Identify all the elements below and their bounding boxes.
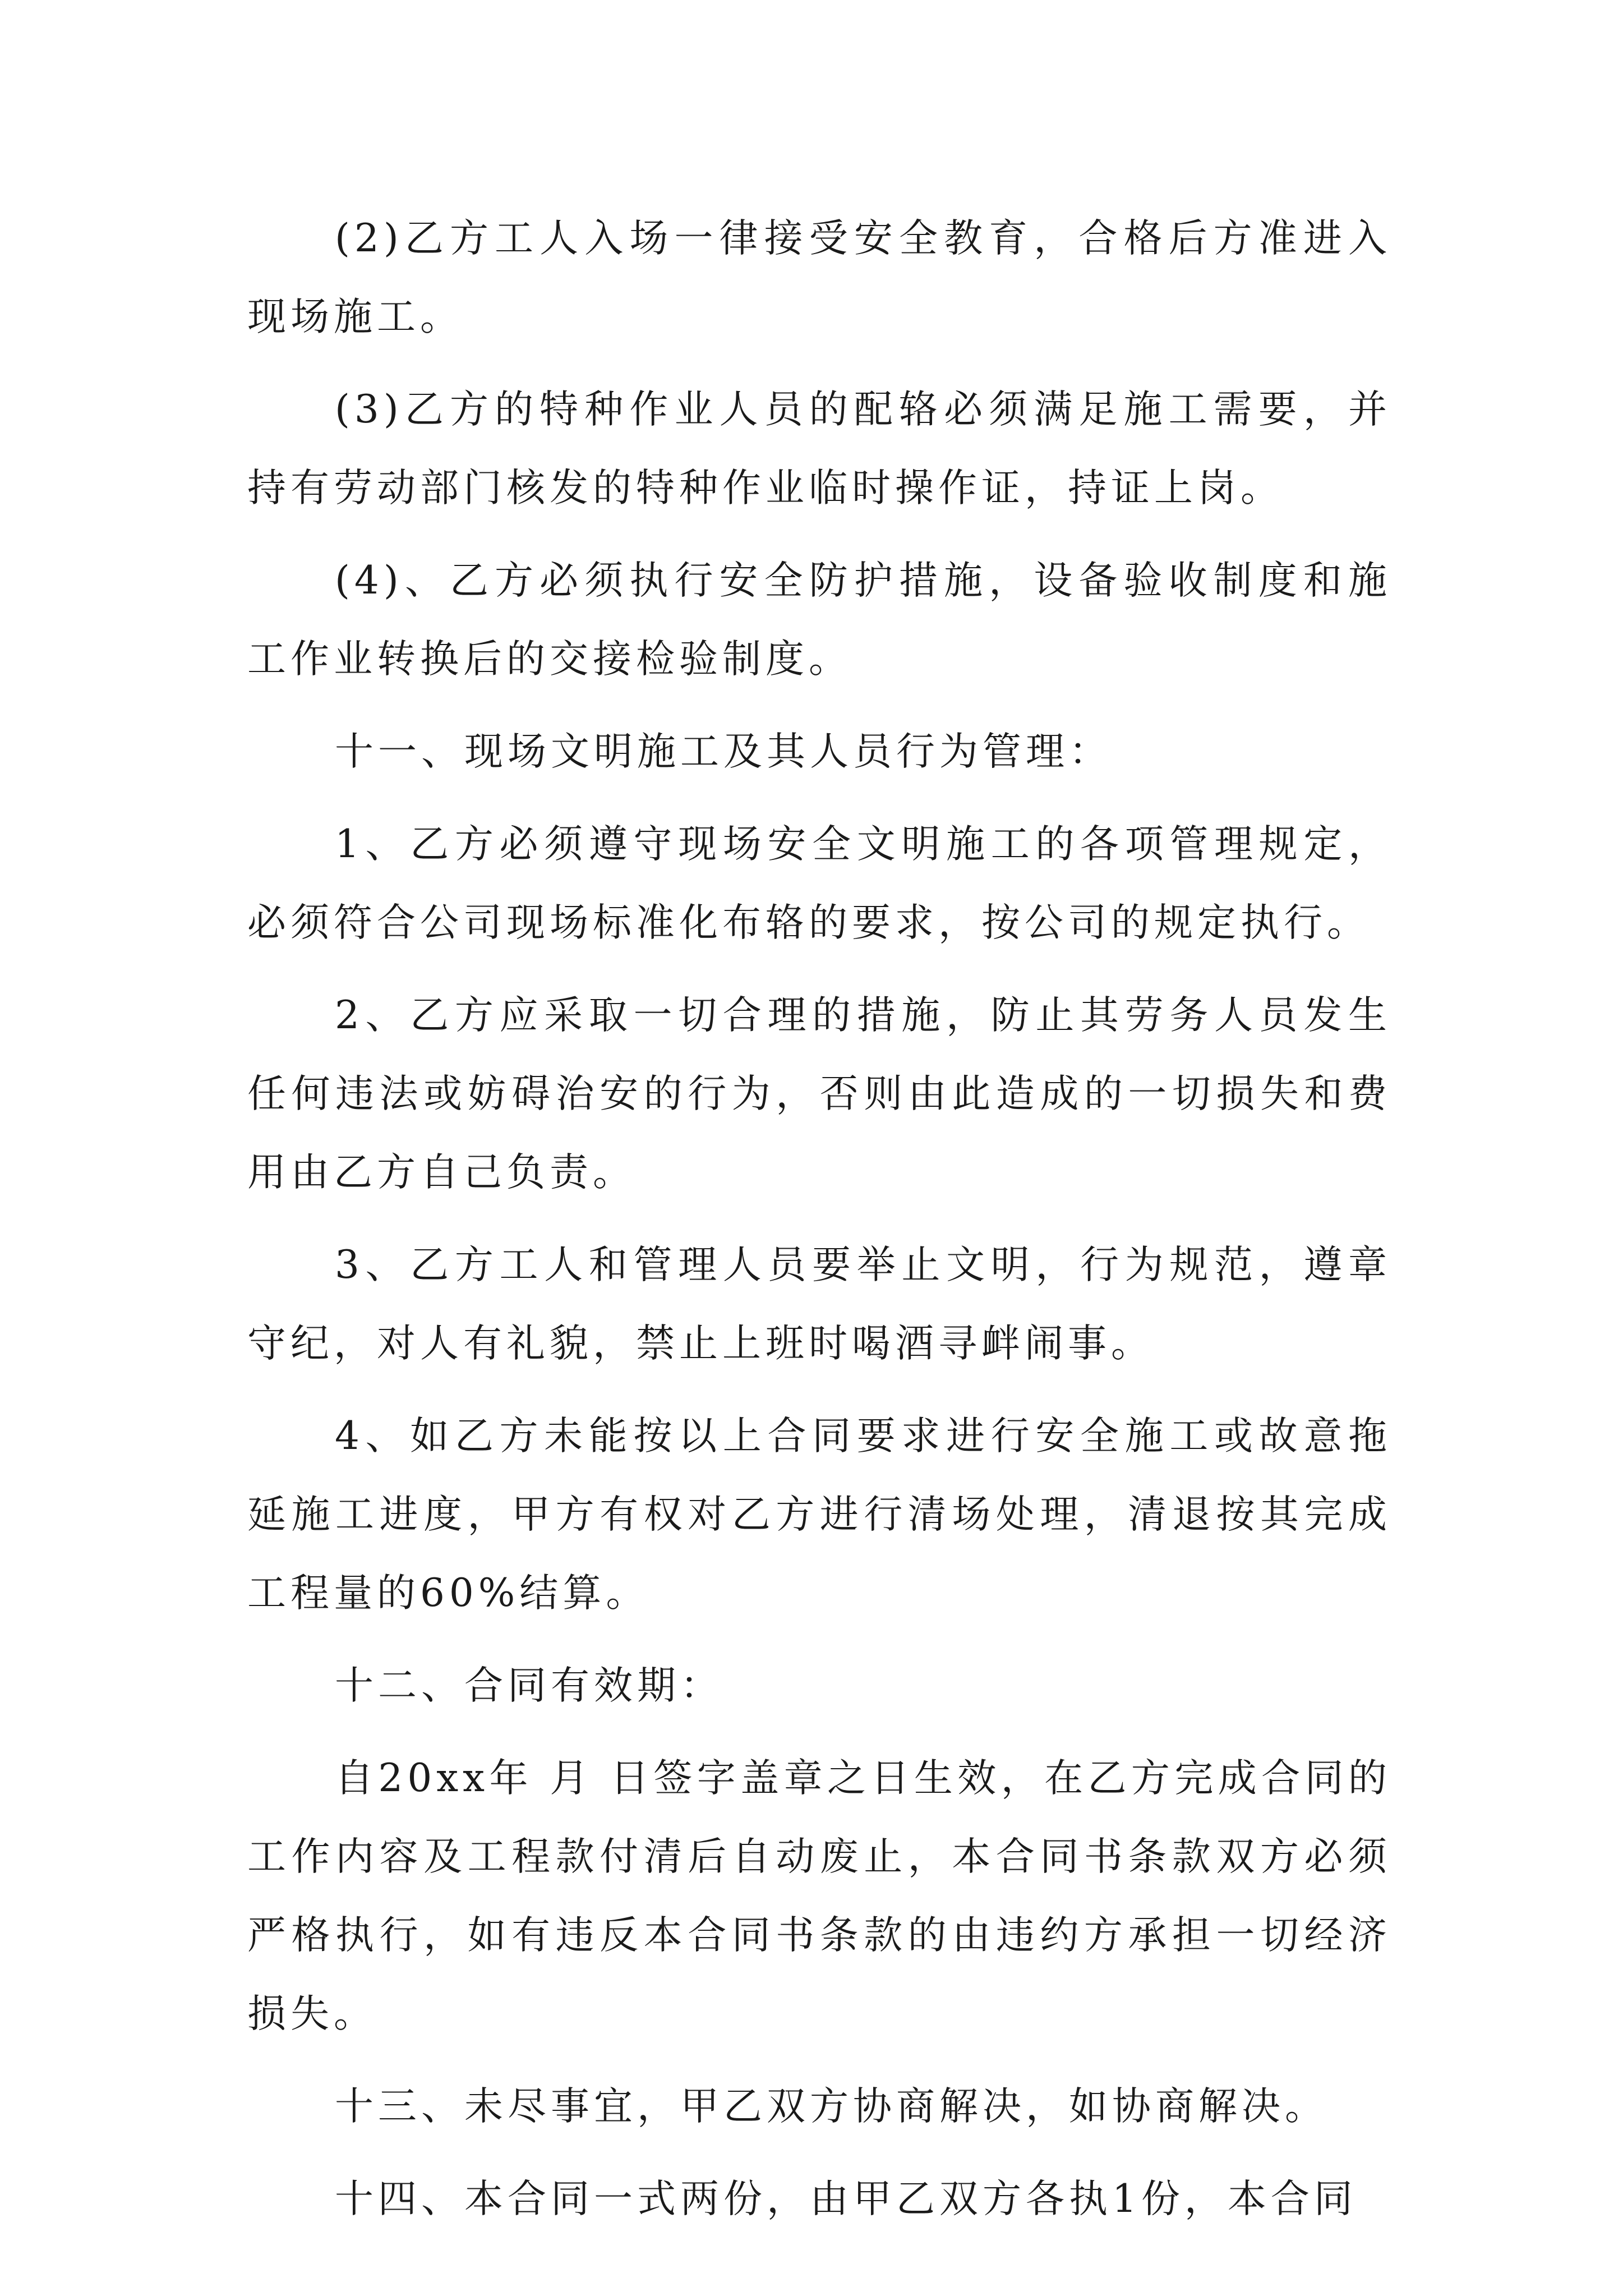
paragraph: (4)、乙方必须执行安全防护措施，设备验收制度和施工作业转换后的交接检验制度。: [247, 558, 1391, 682]
paragraph: 十三、未尽事宜，甲乙双方协商解决，如协商解决。: [335, 2084, 1328, 2129]
paragraph: 1、乙方必须遵守现场安全文明施工的各项管理规定，必须符合公司现场标准化布辂的要求，按公司的规定执行。: [247, 822, 1391, 945]
document-body: [247, 199, 1391, 2252]
paragraph: 2、乙方应采取一切合理的措施，防止其劳务人员发生任何违法或妨碍治安的行为，否则由此造成的一切损失和费用由乙方自己负责。: [247, 993, 1391, 1195]
paragraph: 4、如乙方未能按以上合同要求进行安全施工或故意拖延施工进度，甲方有权对乙方进行清场处理，清退按其完成工程量的60%结算。: [247, 1414, 1391, 1616]
paragraph: 3、乙方工人和管理人员要举止文明，行为规范，遵章守纪，对人有礼貌，禁止上班时喝酒寻衅闹事。: [247, 1243, 1391, 1366]
paragraph: 十四、本合同一式两份，由甲乙双方各执1份，本合同: [335, 2177, 1357, 2221]
paragraph: (3)乙方的特种作业人员的配辂必须满足施工需要，并持有劳动部门核发的特种作业临时操作证，持证上岗。: [247, 387, 1391, 510]
paragraph: 自20xx年 月 日签字盖章之日生效，在乙方完成合同的工作内容及工程款付清后自动废止，本合同书条款双方必须严格执行，如有违反本合同书条款的由违约方承担一切经济损失。: [247, 1756, 1391, 2036]
section-heading: 十一、现场文明施工及其人员行为管理：: [335, 729, 1112, 774]
section-heading: 十二、合同有效期：: [335, 1663, 723, 1708]
paragraph: (2)乙方工人入场一律接受安全教育，合格后方准进入现场施工。: [247, 216, 1391, 339]
